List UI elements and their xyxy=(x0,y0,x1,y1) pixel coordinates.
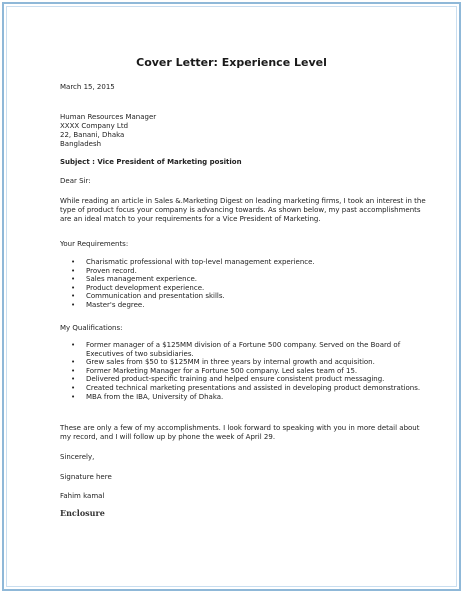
signature: Signature here xyxy=(60,473,112,481)
list-item-text: MBA from the IBA, University of Dhaka. xyxy=(86,392,224,401)
enclosure-label: Enclosure xyxy=(60,508,105,518)
list-item-text: Charismatic professional with top-level management experience. xyxy=(86,258,315,266)
recipient-line: Human Resources Manager xyxy=(60,113,157,121)
qualifications-heading: My Qualifications: xyxy=(60,324,123,332)
list-item-text: Sales management experience. xyxy=(86,275,197,284)
bullet-icon: • xyxy=(71,366,76,375)
bullet-icon: • xyxy=(71,375,76,384)
list-item-text: Proven record. xyxy=(86,266,137,275)
bullet-icon: • xyxy=(71,358,76,367)
bullet-icon: • xyxy=(71,283,76,292)
salutation: Dear Sir: xyxy=(60,177,91,185)
recipient-line: XXXX Company Ltd xyxy=(60,122,129,130)
list-item xyxy=(60,393,428,402)
bullet-icon: • xyxy=(71,266,76,275)
list-item-text: Delivered product-specific training and helped ensure consistent product messaging. xyxy=(86,375,385,384)
list-item xyxy=(60,375,428,384)
list-item-text: Grew sales from $50 to $125MM in three years by internal growth and acquisition. xyxy=(86,358,375,367)
list-item-text: Created technical marketing presentations and assisted in developing product demonstrations. xyxy=(86,383,421,392)
list-item xyxy=(60,292,315,301)
signoff: Sincerely, xyxy=(60,453,95,461)
qualifications-list xyxy=(60,341,428,401)
recipient-line: Bangladesh xyxy=(60,140,102,148)
bullet-icon: • xyxy=(71,292,76,301)
list-item xyxy=(60,267,315,276)
list-item-text: Product development experience. xyxy=(86,283,205,292)
list-item xyxy=(60,284,315,293)
list-item xyxy=(60,258,315,267)
sender-name: Fahim kamal xyxy=(60,492,105,500)
requirements-heading: Your Requirements: xyxy=(60,240,129,248)
bullet-icon: • xyxy=(71,341,76,349)
closing-paragraph: These are only a few of my accomplishments. I look forward to speaking with you in more detail about my record, and I will follow up by phone the week of April 29. xyxy=(60,424,420,441)
subject-line: Subject : Vice President of Marketing position xyxy=(60,158,242,166)
list-item xyxy=(60,384,428,393)
letter-date: March 15, 2015 xyxy=(60,83,115,91)
intro-paragraph: While reading an article in Sales &.Marketing Digest on leading marketing firms, I took an interest in the type of product focus your company is advancing towards. As shown below, my past accomplishments are an ideal match to your requirements for a Vice President of Marketing. xyxy=(60,197,426,223)
bullet-icon: • xyxy=(71,392,76,401)
list-item xyxy=(60,341,428,358)
list-item xyxy=(60,301,315,310)
recipient-address xyxy=(60,113,156,149)
list-item xyxy=(60,367,428,376)
list-item-text: Communication and presentation skills. xyxy=(86,292,225,301)
bullet-icon: • xyxy=(71,275,76,284)
list-item xyxy=(60,275,315,284)
bullet-icon: • xyxy=(71,300,76,309)
bullet-icon: • xyxy=(71,258,76,266)
bullet-icon: • xyxy=(71,383,76,392)
requirements-list xyxy=(60,258,315,310)
list-item xyxy=(60,358,428,367)
list-item-text: Former Marketing Manager for a Fortune 500 company. Led sales team of 15. xyxy=(86,366,358,375)
page-title: Cover Letter: Experience Level xyxy=(136,56,327,69)
recipient-line: 22, Banani, Dhaka xyxy=(60,131,125,139)
list-item-text: Former manager of a $125MM division of a Fortune 500 company. Served on the Board of Executives of two subsidiaries. xyxy=(86,341,401,358)
list-item-text: Master's degree. xyxy=(86,300,145,309)
